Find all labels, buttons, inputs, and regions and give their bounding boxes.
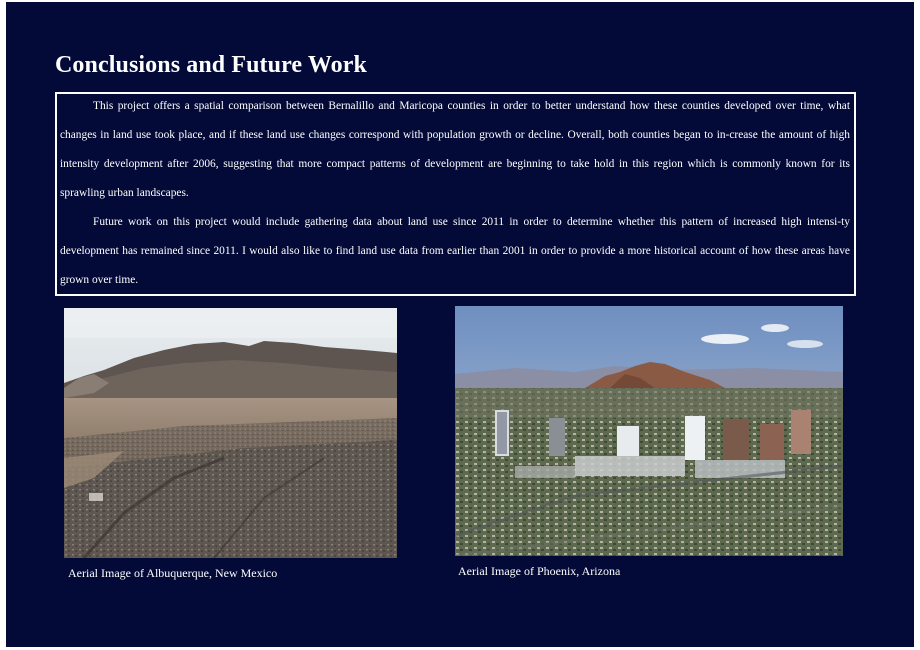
future-work-paragraph: Future work on this project would include gathering data about land use since 2011 in order to determine whether this pattern of increased high intensi-ty development has remained since 2011. I would also like to find land use data from earlier than 2001 in order to provide a more historical account of how these areas have grown over time. [60,216,850,286]
conclusions-paragraph: This project offers a spatial comparison between Bernalillo and Maricopa counties in order to better understand how these counties developed over time, what changes in land use took place, and if these land use changes correspond with population growth or decline. Overall, both counties began to in-crease the amount of high intensity development after 2006, suggesting that more compact patterns of development are beginning to take hold in this region which is commonly known for its sprawling urban landscapes. [60,100,850,199]
page-title: Conclusions and Future Work [55,52,367,78]
albuquerque-image-caption: Aerial Image of Albuquerque, New Mexico [68,566,278,580]
phoenix-aerial-image [455,306,843,556]
albuquerque-aerial-image [64,308,397,558]
summary-text-box [55,92,856,296]
phoenix-image-caption: Aerial Image of Phoenix, Arizona [458,564,621,578]
